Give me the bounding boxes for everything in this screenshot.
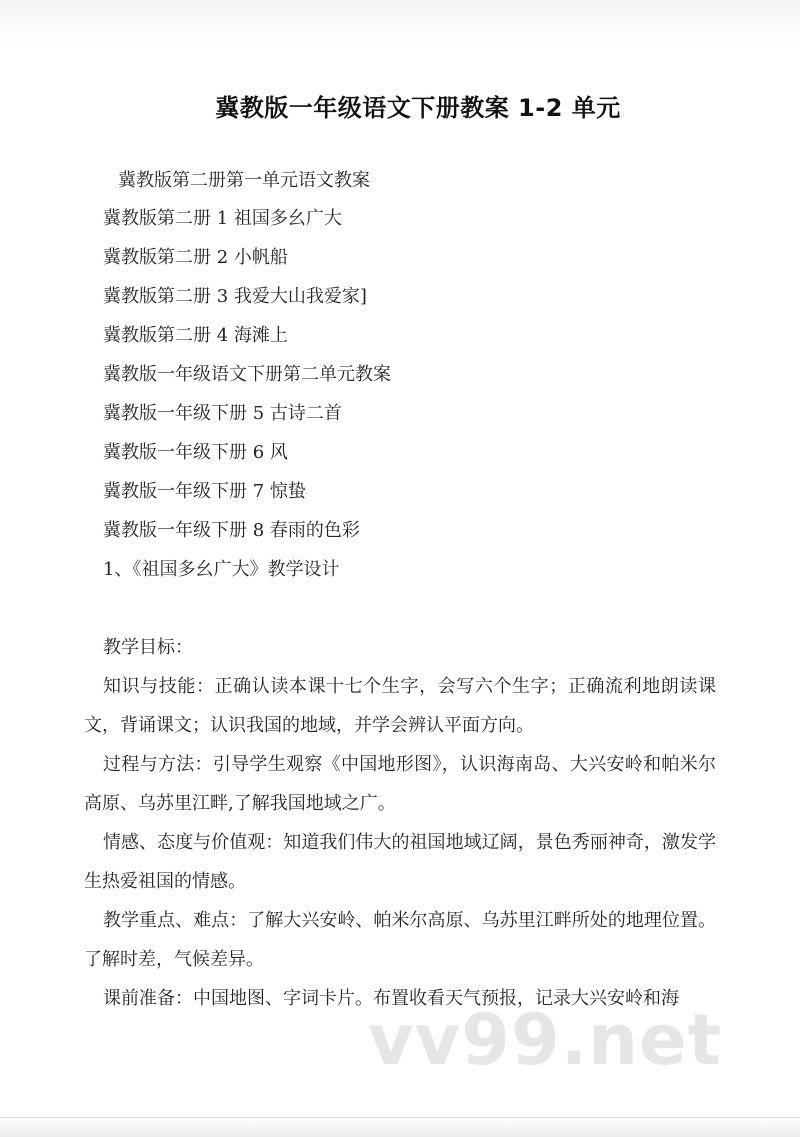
toc-item: 冀教版一年级下册 6 风 <box>103 442 288 463</box>
toc-item: 冀教版一年级下册 5 古诗二首 <box>103 403 342 424</box>
watermark: vv99.net <box>368 999 723 1081</box>
paragraph-knowledge-skills: 知识与技能：正确认读本课十七个生字，会写六个生字；正确流利地朗读课文，背诵课文；认识我国的地域，并学会辨认平面方向。 <box>84 676 716 736</box>
paragraph-preparation: 课前准备：中国地图、字词卡片。布置收看天气预报，记录大兴安岭和海 <box>103 988 679 1009</box>
page-bottom-edge <box>0 1117 800 1137</box>
toc-item: 冀教版一年级下册 8 春雨的色彩 <box>103 520 360 541</box>
section-label-objectives: 教学目标： <box>103 637 193 658</box>
document-title: 冀教版一年级语文下册教案 1-2 单元 <box>215 94 621 122</box>
lesson-heading: 1、《祖国多幺广大》教学设计 <box>103 559 340 580</box>
toc-item: 冀教版一年级语文下册第二单元教案 <box>103 364 391 385</box>
paragraph-process-methods: 过程与方法：引导学生观察《中国地形图》，认识海南岛、大兴安岭和帕米尔高原、乌苏里江畔,了解我国地域之广。 <box>84 754 716 814</box>
toc-item: 冀教版一年级下册 7 惊蛰 <box>103 481 306 502</box>
paragraph-emotions-values: 情感、态度与价值观：知道我们伟大的祖国地域辽阔，景色秀丽神奇，激发学生热爱祖国的情感。 <box>84 832 716 892</box>
toc-heading: 冀教版第二册第一单元语文教案 <box>118 170 370 191</box>
toc-item: 冀教版第二册 3 我爱大山我爱家] <box>103 286 367 307</box>
paragraph-key-points: 教学重点、难点：了解大兴安岭、帕米尔高原、乌苏里江畔所处的地理位置。了解时差，气候差异。 <box>84 910 716 970</box>
page-top-shade <box>0 0 800 44</box>
toc-item: 冀教版第二册 4 海滩上 <box>103 325 288 346</box>
toc-item: 冀教版第二册 2 小帆船 <box>103 247 288 268</box>
toc-item: 冀教版第二册 1 祖国多幺广大 <box>103 208 342 229</box>
